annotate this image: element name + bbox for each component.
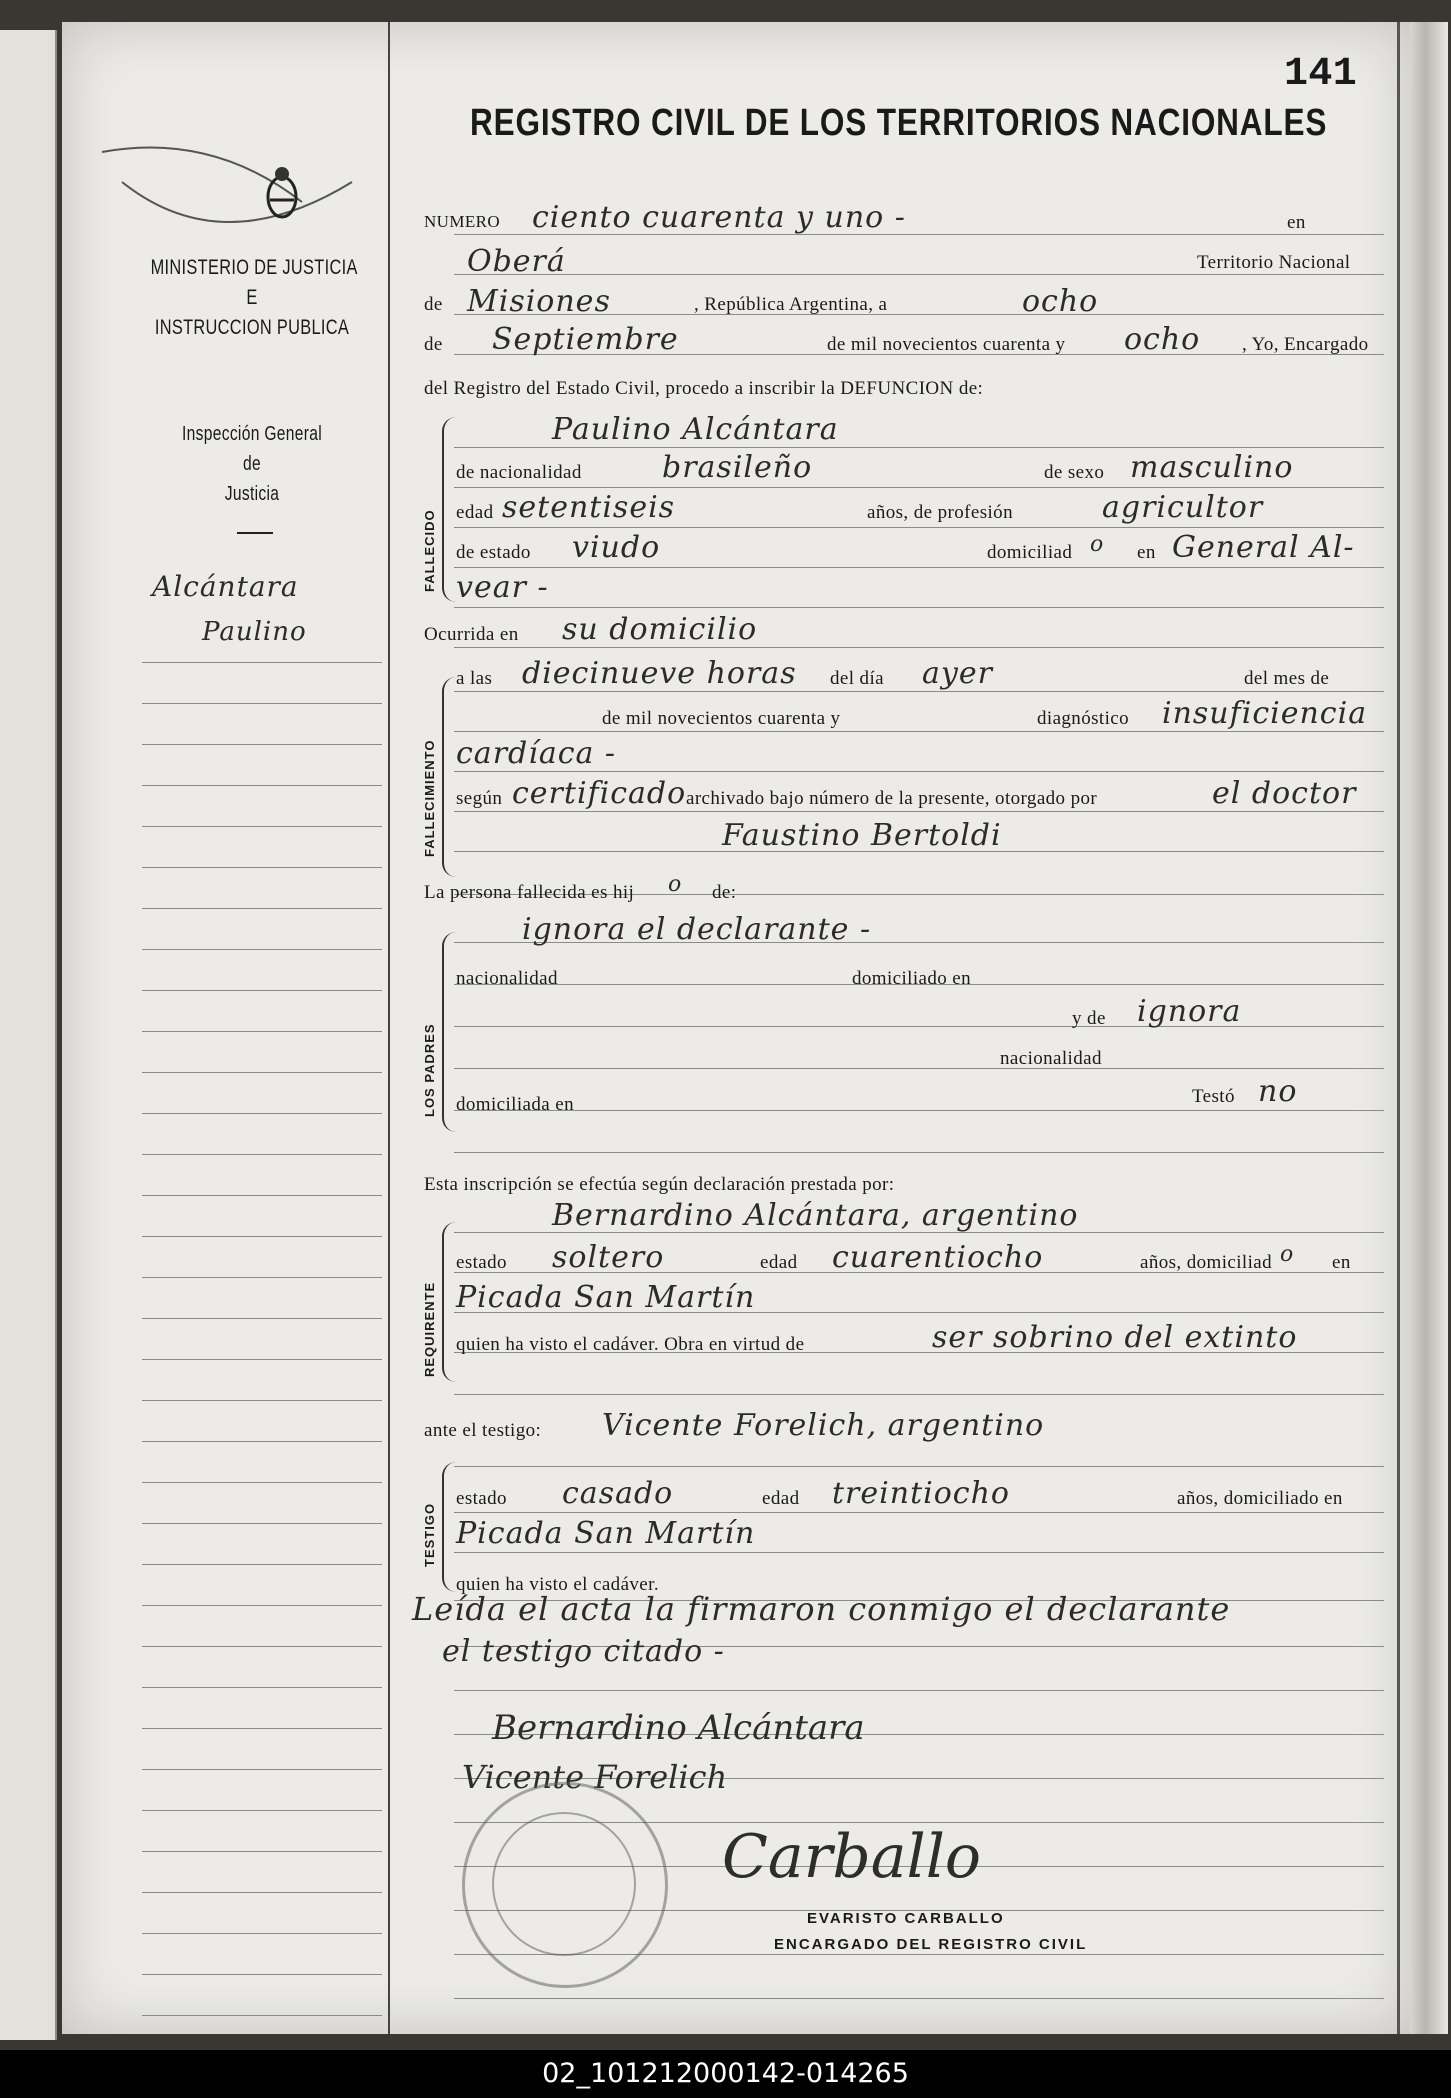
- margin-rule: [142, 1482, 382, 1483]
- hw-dia: ocho: [1022, 284, 1099, 319]
- label-del-registro: del Registro del Estado Civil, procedo a inscribir la DEFUNCION de:: [424, 378, 984, 399]
- side-label-fallecido: FALLECIDO: [422, 509, 437, 592]
- margin-rule: [142, 1564, 382, 1565]
- label-en-domicilio: en: [1137, 542, 1156, 563]
- hw-otorgado-por: el doctor: [1212, 776, 1357, 811]
- right-border: [1397, 22, 1400, 2034]
- body-rule: [454, 731, 1384, 732]
- hw-testo: no: [1258, 1074, 1298, 1109]
- hw-diagnostico: insuficiencia: [1162, 696, 1368, 731]
- body-rule: [454, 447, 1384, 448]
- ministry-line-2: E: [246, 286, 258, 309]
- margin-rule: [142, 990, 382, 991]
- margin-rule: [142, 1523, 382, 1524]
- label-en: en: [1287, 212, 1306, 233]
- margin-rule: [142, 785, 382, 786]
- hw-req-domicilio: Picada San Martín: [456, 1280, 756, 1315]
- hw-nacionalidad: brasileño: [662, 450, 813, 485]
- label-de-estado: de estado: [456, 542, 531, 563]
- label-ocurrida-en: Ocurrida en: [424, 624, 519, 645]
- body-rule: [454, 567, 1384, 568]
- label-domiciliado: domiciliad: [987, 542, 1073, 563]
- label-numero: NUMERO: [424, 212, 501, 231]
- margin-rule: [142, 1687, 382, 1688]
- margin-rule: [142, 1933, 382, 1934]
- hw-anio: ocho: [1124, 322, 1201, 357]
- body-rule: [454, 1026, 1384, 1027]
- body-rule: [454, 487, 1384, 488]
- label-quien-cadaver-2: quien ha visto el cadáver.: [456, 1574, 659, 1595]
- margin-rule: [142, 1072, 382, 1073]
- signature-testigo: Vicente Forelich: [462, 1758, 728, 1796]
- page-stack-edge: [1410, 22, 1448, 2034]
- margin-rule: [142, 1277, 382, 1278]
- side-label-los-padres: LOS PADRES: [422, 1023, 437, 1117]
- label-edad: edad: [456, 502, 494, 523]
- body-rule: [454, 1110, 1384, 1111]
- margin-rule: [142, 1892, 382, 1893]
- hw-domicilio: General Al-: [1172, 530, 1355, 565]
- hw-req-edad: cuarentiocho: [832, 1240, 1044, 1275]
- hw-tes-domicilio: Picada San Martín: [456, 1516, 756, 1551]
- label-nacionalidad: nacionalidad: [456, 968, 558, 989]
- side-label-fallecimiento: FALLECIMIENTO: [422, 739, 437, 857]
- hw-y-de: ignora: [1137, 994, 1242, 1029]
- hw-obra: ser sobrino del extinto: [932, 1320, 1298, 1355]
- margin-rule: [142, 908, 382, 909]
- ministry-dash: [237, 532, 273, 534]
- ministry-line-3: INSTRUCCION PUBLICA: [154, 316, 350, 339]
- hw-domicilio-cont: vear -: [456, 570, 549, 605]
- hw-testigo: Vicente Forelich, argentino: [602, 1408, 1045, 1443]
- hw-estado: viudo: [572, 530, 661, 565]
- label-anos-domiciliado: años, domiciliado en: [1177, 1488, 1343, 1509]
- margin-rule: [142, 744, 382, 745]
- margin-rule: [142, 1851, 382, 1852]
- body-rule: [454, 527, 1384, 528]
- label-en-2: en: [1332, 1252, 1351, 1273]
- body-rule: [454, 1068, 1384, 1069]
- margin-note-name: Paulino: [202, 617, 307, 647]
- hw-dia-fallec: ayer: [922, 656, 993, 691]
- ministry-line-1: MINISTERIO DE JUSTICIA: [150, 256, 358, 279]
- page-number: 141: [1284, 52, 1358, 97]
- margin-rule: [142, 662, 382, 663]
- hw-declarante: Bernardino Alcántara, argentino: [552, 1198, 1079, 1233]
- margin-rule: [142, 1359, 382, 1360]
- label-estado: estado: [456, 1252, 507, 1273]
- label-de-nacionalidad: de nacionalidad: [456, 462, 582, 483]
- hw-mes: Septiembre: [492, 322, 679, 357]
- label-ante-testigo: ante el testigo:: [424, 1420, 542, 1441]
- hw-diagnostico-cont: cardíaca -: [456, 736, 617, 771]
- signature-encargado: Carballo: [722, 1822, 982, 1892]
- margin-rule: [142, 1646, 382, 1647]
- body-rule: [454, 1552, 1384, 1553]
- body-rule: [454, 1394, 1384, 1395]
- label-edad-3: edad: [762, 1488, 800, 1509]
- label-edad-2: edad: [760, 1252, 798, 1273]
- margin-rule: [142, 1154, 382, 1155]
- margin-rule: [142, 1195, 382, 1196]
- label-inscripcion: Esta inscripción se efectúa según declaración prestada por:: [424, 1174, 895, 1195]
- body-rule: [454, 607, 1384, 608]
- body-rule: [454, 274, 1384, 275]
- margin-rule: [142, 949, 382, 950]
- margin-rule: [142, 1728, 382, 1729]
- label-de-sexo: de sexo: [1044, 462, 1105, 483]
- inspection-line-3: Justicia: [224, 483, 280, 505]
- body-rule: [454, 1466, 1384, 1467]
- label-anos-domiciliad: años, domiciliad: [1140, 1252, 1272, 1273]
- label-estado-2: estado: [456, 1488, 507, 1509]
- page-title: REGISTRO CIVIL DE LOS TERRITORIOS NACIONALES: [470, 102, 1328, 144]
- coat-of-arms-icon: [92, 122, 432, 232]
- label-domiciliado-en: domiciliado en: [852, 968, 972, 989]
- body-rule: [454, 1690, 1384, 1691]
- margin-divider: [388, 22, 390, 2034]
- margin-rule: [142, 1441, 382, 1442]
- margin-rule: [142, 1810, 382, 1811]
- label-de-2: de: [424, 334, 443, 355]
- hw-ocurrida: su domicilio: [562, 612, 758, 647]
- hw-tes-estado: casado: [562, 1476, 674, 1511]
- body-rule: [454, 1512, 1384, 1513]
- brace-fallecimiento: [442, 677, 458, 877]
- label-de-mil-b: de mil novecientos cuarenta y: [602, 708, 841, 729]
- label-diagnostico: diagnóstico: [1037, 708, 1129, 729]
- officer-title: ENCARGADO DEL REGISTRO CIVIL: [774, 1936, 1088, 1953]
- label-testo: Testó: [1192, 1086, 1235, 1107]
- margin-rule: [142, 826, 382, 827]
- side-label-requirente: REQUIRENTE: [422, 1281, 437, 1377]
- hw-padres: ignora el declarante -: [522, 912, 872, 947]
- margin-rule: [142, 703, 382, 704]
- body-rule: [454, 1998, 1384, 1999]
- margin-rule: [142, 1605, 382, 1606]
- margin-rule: [142, 867, 382, 868]
- margin-rule: [142, 1031, 382, 1032]
- body-rule: [454, 811, 1384, 812]
- hw-req-estado: soltero: [552, 1240, 665, 1275]
- label-y-de: y de: [1072, 1008, 1106, 1029]
- hw-req-domicilio-sufijo: o: [1280, 1242, 1295, 1267]
- hw-territorio: Misiones: [467, 284, 611, 319]
- inspection-line-1: Inspección General: [181, 423, 323, 445]
- label-de-1: de: [424, 294, 443, 315]
- body-rule: [454, 1152, 1384, 1153]
- label-del-mes-de: del mes de: [1244, 668, 1330, 689]
- margin-rule: [142, 1400, 382, 1401]
- hw-edad: setentiseis: [502, 490, 676, 525]
- margin-rule: [142, 1113, 382, 1114]
- body-rule: [454, 647, 1384, 648]
- margin-rule: [142, 2015, 382, 2016]
- margin-rule: [142, 1974, 382, 1975]
- hw-doctor: Faustino Bertoldi: [722, 818, 1002, 853]
- margin-rule: [142, 1318, 382, 1319]
- margin-rule: [142, 1236, 382, 1237]
- hw-hijo-sufijo: o: [668, 872, 683, 897]
- label-yo-encargado: , Yo, Encargado: [1242, 334, 1369, 355]
- file-id-footer: 02_101212000142-014265: [0, 2050, 1451, 2098]
- hw-domicilio-sufijo: o: [1090, 532, 1105, 557]
- hw-cierre-1: Leída el acta la firmaron conmigo el declarante: [412, 1590, 1231, 1628]
- register-page: [62, 22, 1410, 2034]
- label-a-las: a las: [456, 668, 493, 689]
- signature-declarante: Bernardino Alcántara: [492, 1708, 865, 1748]
- label-anos-profesion: años, de profesión: [867, 502, 1013, 523]
- side-label-testigo: TESTIGO: [422, 1502, 437, 1567]
- label-domiciliada-en: domiciliada en: [456, 1094, 574, 1115]
- hw-segun: certificado: [512, 776, 687, 811]
- body-rule: [454, 771, 1384, 772]
- label-territorio: Territorio Nacional: [1197, 252, 1351, 273]
- label-hijo-de: La persona fallecida es hij: [424, 882, 635, 903]
- margin-rule: [142, 1769, 382, 1770]
- label-del-dia: del día: [830, 668, 884, 689]
- label-segun: según: [456, 788, 503, 809]
- body-rule: [454, 691, 1384, 692]
- hw-hora: diecinueve horas: [522, 656, 797, 691]
- previous-page-edge: [0, 30, 57, 2040]
- label-republica: , República Argentina, a: [694, 294, 888, 315]
- margin-note-surname: Alcántara: [152, 570, 299, 603]
- hw-tes-edad: treintiocho: [832, 1476, 1010, 1511]
- label-de-2b: de:: [712, 882, 737, 903]
- officer-name: EVARISTO CARBALLO: [807, 1910, 1005, 1927]
- hw-lugar: Oberá: [467, 244, 566, 279]
- label-de-mil: de mil novecientos cuarenta y: [827, 334, 1066, 355]
- registry-seal-inner: [492, 1812, 636, 1956]
- hw-numero: ciento cuarenta y uno -: [532, 200, 906, 235]
- label-quien-cadaver: quien ha visto el cadáver. Obra en virtud de: [456, 1334, 805, 1355]
- inspection-line-2: de: [243, 453, 261, 475]
- label-archivado: archivado bajo número de la presente, otorgado por: [686, 788, 1098, 809]
- hw-nombre: Paulino Alcántara: [552, 412, 839, 447]
- label-nacionalidad-2: nacionalidad: [1000, 1048, 1102, 1069]
- hw-profesion: agricultor: [1102, 490, 1264, 525]
- hw-sexo: masculino: [1130, 450, 1294, 485]
- hw-cierre-2: el testigo citado -: [442, 1634, 725, 1669]
